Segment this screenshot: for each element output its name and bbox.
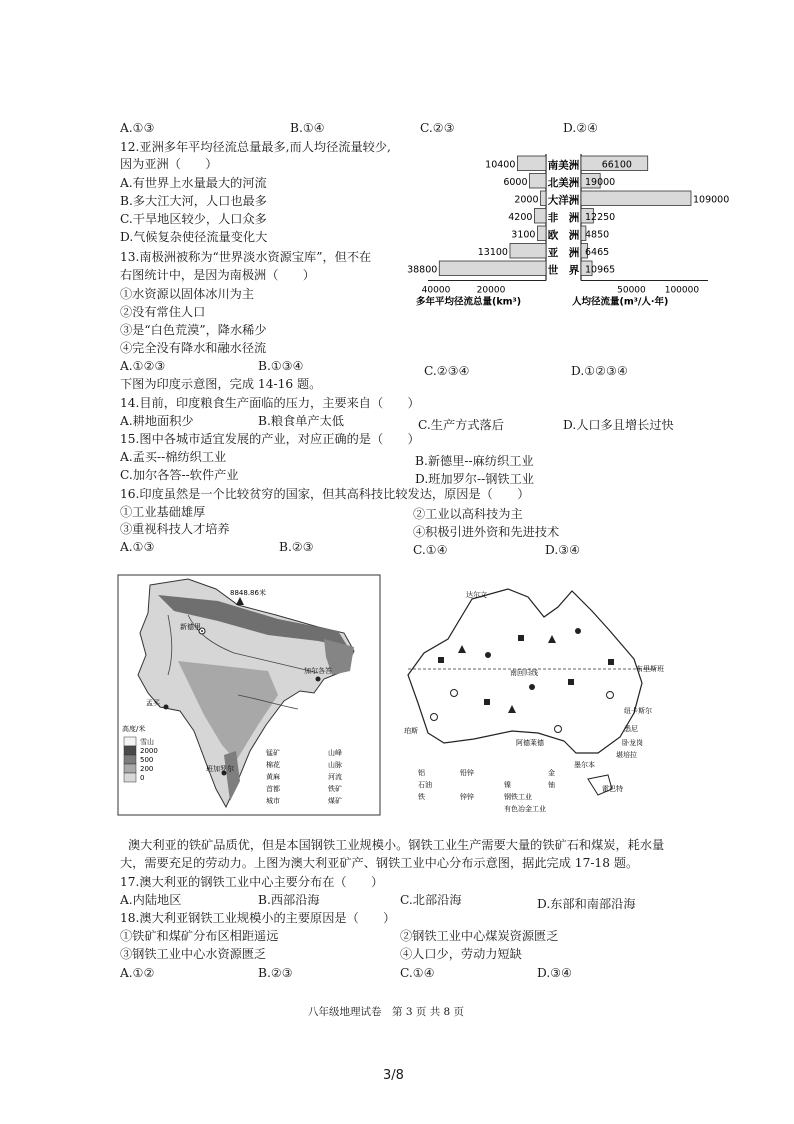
bar-left-1 [530, 174, 547, 189]
category-1: 北美洲 [547, 177, 580, 189]
left-tick-0: 40000 [421, 285, 451, 296]
kolkata-label: 加尔各答 [304, 667, 332, 675]
elev-level-0: 雪山 [140, 738, 154, 746]
q15-option-a: A.孟买--棉纺织工业 [120, 450, 227, 464]
q18-statement-1: ①铁矿和煤矿分布区相距遥远 [120, 929, 279, 943]
legend-lead-zinc: 铅锌 [460, 769, 474, 777]
q12-option-a: A.有世界上水量最大的河流 [120, 176, 267, 190]
q12-stem-2: 因为亚洲（ ） [120, 157, 218, 171]
elevation-legend-title: 高度/米 [122, 725, 146, 733]
legend-peak: 山峰 [328, 749, 342, 757]
newcastle-label: 纽卡斯尔 [624, 707, 652, 715]
value-left-3: 4200 [508, 212, 533, 223]
legend-cotton: 棉花 [266, 761, 280, 769]
right-tick-0: 50000 [617, 285, 646, 296]
bar-left-2 [541, 191, 547, 206]
wollongong-label: 卧龙岗 [622, 739, 643, 747]
value-left-1: 6000 [503, 177, 528, 188]
q18-option-c: C.①④ [400, 966, 435, 980]
q16-statement-3: ③重视科技人才培养 [120, 522, 230, 536]
legend-mountain: 山脉 [328, 761, 342, 769]
page-number: 3/8 [383, 1068, 404, 1083]
q13-stem-2: 右图统计中，是因为南极洲（ ） [120, 268, 315, 282]
legend-capital: 首都 [266, 785, 280, 793]
legend-iron-au: 铁 [418, 793, 425, 801]
passage-line-2: 大，需要充足的劳动力。上图为澳大利亚矿产、钢铁工业中心分布示意图，据此完成 17-18 题。 [120, 856, 639, 870]
australia-legend [418, 768, 555, 813]
delhi-label: 新德里 [180, 623, 201, 631]
value-right-2: 109000 [693, 194, 730, 206]
q16-option-a: A.①③ [120, 540, 155, 554]
q11-option-b: B.①④ [290, 121, 325, 135]
elev-level-3: 200 [140, 765, 154, 773]
legend-nonferrous: 有色冶金工业 [504, 805, 546, 813]
right-axis-label: 人均径流量(m³/人·年) [572, 296, 669, 308]
q16-stem: 16.印度虽然是一个比较贫穷的国家，但其高科技比较发达，原因是（ ） [120, 487, 530, 501]
passage-line-1: 澳大利亚的铁矿品质优，但是本国钢铁工业规模小。钢铁工业生产需要大量的铁矿石和煤炭，耗水量 [128, 838, 665, 852]
value-right-3: 12250 [585, 212, 616, 223]
category-3: 非 洲 [547, 212, 580, 224]
legend-uranium: 铀 [548, 781, 555, 789]
legend-city: 城市 [266, 797, 280, 805]
q12-option-b: B.多大江大河，人口也最多 [120, 194, 267, 208]
page-footer: 八年级地理试卷 第 3 页 共 8 页 [308, 1006, 465, 1018]
q13-statement-4: ④完全没有降水和融水径流 [120, 341, 267, 355]
bar-left-0 [517, 156, 546, 171]
q14-option-d: D.人口多且增长过快 [563, 418, 674, 432]
value-left-2: 2000 [514, 194, 539, 206]
q12-stem-1: 12.亚洲多年平均径流总量最多,而人均径流量较少, [120, 140, 391, 154]
value-left-5: 13100 [477, 247, 508, 258]
category-6: 世 界 [547, 264, 580, 277]
bar-left-4 [537, 226, 546, 241]
legend-bauxite: 铝 [418, 769, 425, 777]
q14-option-c: C.生产方式落后 [418, 418, 504, 432]
q15-option-b: B.新德里--麻纺织工业 [415, 454, 534, 468]
adelaide-label: 阿德莱德 [516, 739, 544, 747]
q17-option-d: D.东部和南部沿海 [537, 897, 636, 911]
bar-left-6 [439, 261, 546, 276]
q15-option-d: D.班加罗尔--钢铁工业 [415, 472, 534, 486]
q13-statement-1: ①水资源以固体冰川为主 [120, 287, 255, 301]
value-right-6: 10965 [585, 264, 616, 276]
left-axis-label: 多年平均径流总量(km³) [416, 296, 522, 308]
bar-left-5 [510, 244, 546, 259]
q17-stem: 17.澳大利亚的钢铁工业中心主要分布在（ ） [120, 875, 384, 889]
legend-iron: 铁矿 [328, 785, 342, 793]
value-left-4: 3100 [511, 229, 536, 241]
q18-statement-4: ④人口少，劳动力短缺 [400, 947, 522, 961]
perth-label: 珀斯 [404, 727, 418, 735]
q16-statement-2: ②工业以高科技为主 [413, 507, 523, 521]
value-left-6: 38800 [407, 264, 438, 276]
q13-option-b: B.①③④ [258, 359, 304, 373]
q16-option-d: D.③④ [545, 543, 581, 557]
category-2: 大洋洲 [547, 194, 580, 207]
q11-option-d: D.②④ [563, 121, 599, 135]
peak-label: 8848.86米 [230, 589, 266, 597]
q13-statement-3: ③是“白色荒漠”，降水稀少 [120, 323, 267, 337]
legend-jute: 黄麻 [266, 773, 280, 781]
q17-option-c: C.北部沿海 [400, 893, 462, 907]
q13-stem-1: 13.南极洲被称为“世界淡水资源宝库”，但不在 [120, 250, 372, 264]
darwin-label: 达尔文 [466, 591, 487, 599]
right-tick-1: 100000 [664, 285, 700, 296]
legend-manganese: 锰矿 [266, 749, 280, 757]
q14-option-b: B.粮食单产太低 [258, 414, 344, 428]
category-4: 欧 洲 [547, 229, 580, 242]
tropic-label: 南回归线 [510, 669, 538, 677]
bar-right-2 [581, 191, 691, 206]
category-5: 亚 洲 [547, 247, 580, 259]
value-right-5: 6465 [585, 247, 610, 258]
bar-left-3 [534, 209, 546, 224]
legend-gold: 金 [548, 769, 555, 777]
q18-stem: 18.澳大利亚钢铁工业规模小的主要原因是（ ） [120, 911, 396, 925]
legend-nickel: 镍 [504, 781, 511, 789]
q11-option-a: A.①③ [120, 121, 155, 135]
legend-river: 河流 [328, 773, 342, 781]
brisbane-label: 布里斯班 [636, 665, 664, 673]
intro-14-16: 下图为印度示意图，完成 14-16 题。 [120, 377, 322, 391]
legend-oil: 石油 [418, 781, 432, 789]
sydney-label: 悉尼 [624, 725, 638, 733]
q18-option-a: A.①② [120, 966, 155, 980]
q15-stem: 15.图中各城市适宜发展的产业，对应正确的是（ ） [120, 432, 420, 446]
q13-statement-2: ②没有常住人口 [120, 305, 206, 319]
legend-steel: 钢铁工业 [504, 793, 532, 801]
value-right-4: 4850 [585, 229, 610, 241]
q17-option-a: A.内陆地区 [120, 893, 182, 907]
bangalore-label: 班加罗尔 [206, 765, 234, 773]
q18-statement-3: ③钢铁工业中心水资源匮乏 [120, 947, 267, 961]
q16-statement-1: ①工业基础雄厚 [120, 505, 206, 519]
q18-statement-2: ②钢铁工业中心煤炭资源匮乏 [400, 929, 559, 943]
elev-level-1: 2000 [140, 747, 158, 755]
elev-level-2: 500 [140, 756, 154, 764]
q14-stem: 14.目前，印度粮食生产面临的压力，主要来自（ ） [120, 396, 420, 410]
category-0: 南美洲 [547, 159, 580, 172]
q12-option-c: C.干旱地区较少，人口众多 [120, 212, 267, 226]
q11-option-c: C.②③ [420, 121, 455, 135]
q13-option-a: A.①②③ [120, 359, 166, 373]
q13-option-c: C.②③④ [424, 364, 470, 378]
q15-option-c: C.加尔各答--软件产业 [120, 468, 239, 482]
q16-option-b: B.②③ [279, 540, 314, 554]
q17-option-b: B.西部沿海 [258, 893, 320, 907]
melbourne-label: 墨尔本 [574, 761, 595, 769]
mumbai-label: 孟买 [146, 699, 160, 707]
india-map [118, 575, 380, 815]
q16-statement-4: ④积极引进外资和先进技术 [413, 525, 560, 539]
q13-option-d: D.①②③④ [571, 364, 628, 378]
value-left-0: 10400 [485, 159, 516, 171]
elev-level-4: 0 [140, 774, 145, 782]
q18-option-d: D.③④ [537, 966, 573, 980]
legend-zinc: 锌锌 [460, 793, 474, 801]
left-tick-1: 20000 [476, 285, 506, 296]
q18-option-b: B.②③ [258, 966, 293, 980]
canberra-label: 堪培拉 [616, 751, 637, 759]
hobart-label: 霍巴特 [602, 785, 623, 793]
runoff-bar-chart [407, 148, 730, 338]
legend-coal: 煤矿 [328, 797, 342, 805]
q14-option-a: A.耕地面积少 [120, 414, 194, 428]
q16-option-c: C.①④ [413, 543, 448, 557]
value-right-0: 66100 [601, 159, 632, 171]
australia-map [398, 583, 668, 819]
q12-option-d: D.气候复杂使径流量变化大 [120, 230, 268, 244]
value-right-1: 19000 [585, 177, 616, 188]
